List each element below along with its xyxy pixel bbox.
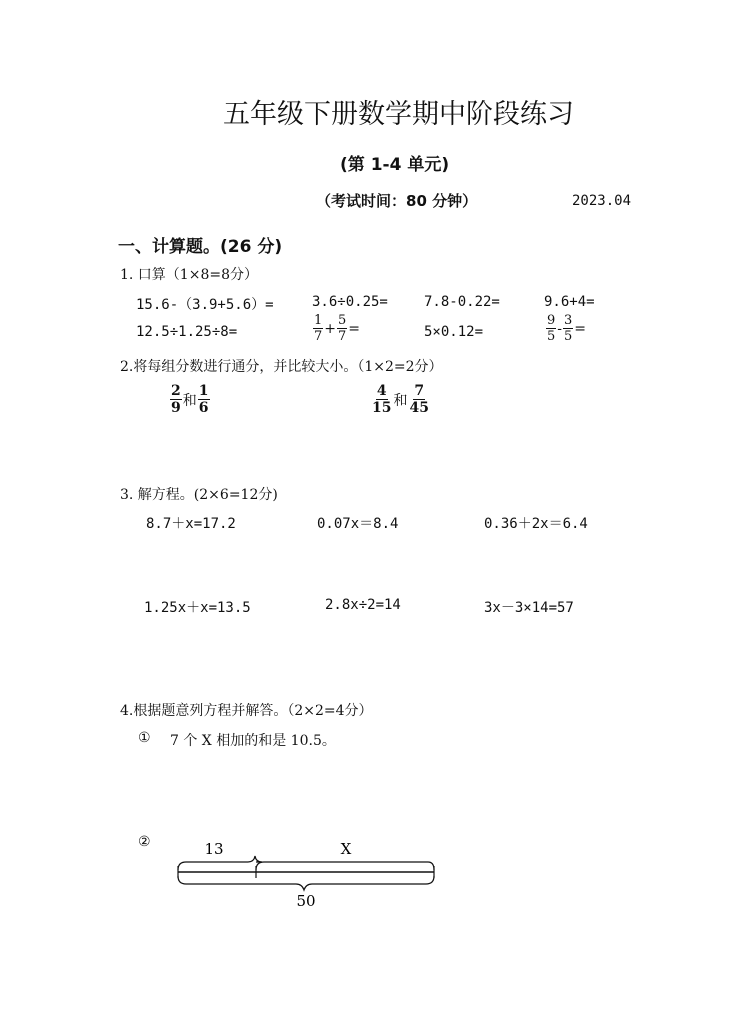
page-subtitle: (第 1-4 单元) <box>340 155 450 175</box>
brace-bottom-total <box>178 876 434 890</box>
equation: 2.8x÷2=14 <box>325 597 401 613</box>
equation: 3x－3×14=57 <box>484 600 574 616</box>
brace-top-part1 <box>178 856 262 870</box>
diagram-label-part2: X <box>340 840 352 858</box>
q1-item: 15.6-（3.9+5.6）= <box>136 297 274 313</box>
fraction: $\frac{5}{7}$ <box>338 313 347 344</box>
page-title: 五年级下册数学期中阶段练习 <box>223 99 574 130</box>
fraction: $\frac{3}{5}$ <box>564 313 573 344</box>
fraction: $\frac{1}{7}$ <box>314 313 323 344</box>
exam-time: （考试时间：80 分钟） <box>316 192 478 210</box>
equation: 1.25x＋x=13.5 <box>144 600 251 616</box>
q4-label: 4.根据题意列方程并解答。（2×2=4分） <box>120 703 373 719</box>
q4-item-text: 7 个 X 相加的和是 10.5。 <box>170 733 336 749</box>
q1-label: 1. 口算（1×8=8分） <box>120 267 258 283</box>
q1-item: 12.5÷1.25÷8= <box>136 324 238 340</box>
q4-item-marker: ① <box>138 730 151 746</box>
q1-item: 5×0.12= <box>424 324 484 340</box>
fraction: $\frac{2}{9}$ <box>171 383 181 416</box>
fraction: $\frac{7}{45}$ <box>409 383 429 416</box>
q3-label: 3. 解方程。(2×6=12分) <box>120 487 278 503</box>
fraction: $\frac{4}{15}$ <box>372 383 392 416</box>
q1-item: 7.8-0.22= <box>424 294 500 310</box>
exam-date: 2023.04 <box>572 193 632 209</box>
q1-fraction-expression: $\frac{1}{7}$ + $\frac{5}{7}$ = <box>314 313 361 344</box>
section-heading: 一、计算题。(26 分) <box>118 237 283 257</box>
fraction: $\frac{1}{6}$ <box>198 383 209 416</box>
q1-fraction-expression: $\frac{9}{5}$ - $\frac{3}{5}$ = <box>547 313 587 344</box>
diagram-label-part1: 13 <box>204 840 224 858</box>
fraction: $\frac{9}{5}$ <box>547 313 556 344</box>
equation: 0.07x＝8.4 <box>317 516 399 532</box>
q4-item-marker: ② <box>138 834 151 850</box>
diagram-label-total: 50 <box>296 892 316 910</box>
q1-item: 9.6+4= <box>544 294 595 310</box>
segment-diagram <box>170 836 445 916</box>
q2-label: 2.将每组分数进行通分，并比较大小。（1×2=2分） <box>120 359 443 375</box>
q1-item: 3.6÷0.25= <box>312 294 388 310</box>
q2-fraction-pair: $\frac{4}{15}$ 和 $\frac{7}{45}$ <box>372 383 429 416</box>
brace-top-part2 <box>256 862 434 870</box>
equation: 8.7＋x=17.2 <box>146 516 236 532</box>
q2-fraction-pair: $\frac{2}{9}$ 和 $\frac{1}{6}$ <box>171 383 209 416</box>
equation: 0.36＋2x＝6.4 <box>484 516 588 532</box>
